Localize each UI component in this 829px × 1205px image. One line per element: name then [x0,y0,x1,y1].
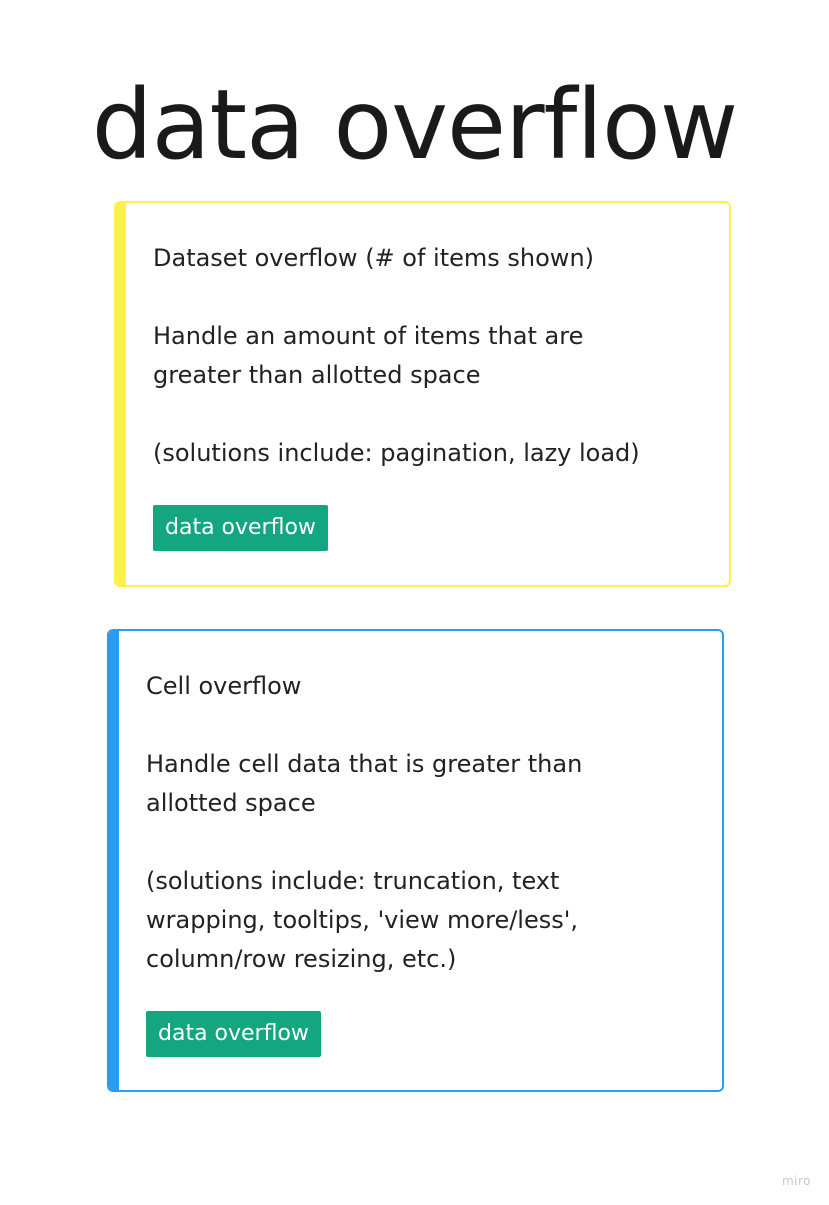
card-solutions: (solutions include: pagination, lazy load) [153,439,640,467]
cell-overflow-card[interactable] [107,629,724,1092]
tag-data-overflow[interactable]: data overflow [146,1011,321,1057]
card-accent-bar [116,203,126,585]
card-body [146,667,692,1057]
page-title: data overflow [91,69,738,181]
card-body [153,239,699,551]
card-description: Handle an amount of items that are greater than allotted space [153,322,584,389]
card-heading: Cell overflow [146,672,302,700]
card-solutions: (solutions include: truncation, text wrapping, tooltips, 'view more/less', column/row resizing, etc.) [146,867,578,973]
dataset-overflow-card[interactable] [114,201,731,587]
miro-watermark: miro [781,1174,811,1188]
card-accent-bar [109,631,119,1090]
card-heading: Dataset overflow (# of items shown) [153,244,595,272]
tag-data-overflow[interactable]: data overflow [153,505,328,551]
card-description: Handle cell data that is greater than allotted space [146,750,583,817]
